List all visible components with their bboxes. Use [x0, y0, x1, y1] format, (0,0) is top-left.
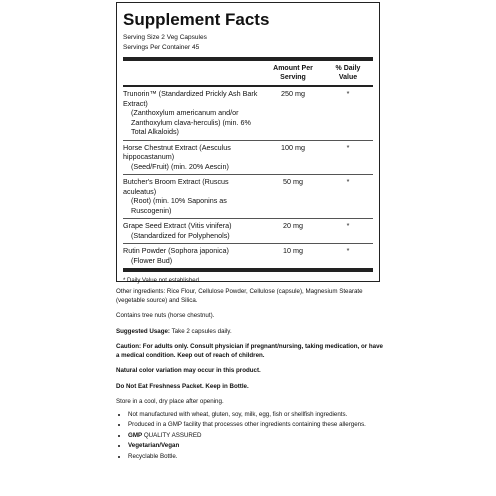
ingredient-row [123, 219, 373, 244]
list-item: • Not manufactured with wheat, gluten, soy, milk, egg, fish or shellfish ingredients. [128, 411, 386, 420]
label-text [116, 288, 386, 463]
ingredient-dv: * [346, 177, 350, 186]
amount-header: Amount Per Serving [273, 65, 313, 81]
ingredient-detail: (Flower Bud) [131, 255, 173, 265]
ingredient-name: Horse Chestnut Extract (Aesculus hippocastanum) [123, 142, 231, 161]
list-item: • GMP QUALITY ASSURED [128, 432, 386, 441]
freshness-packet-warning: Do Not Eat Freshness Packet. Keep in Bottle. [116, 382, 249, 390]
ingredient-detail: (Seed/Fruit) (min. 20% Aescin) [131, 161, 229, 171]
ingredient-dv: * [346, 142, 350, 152]
feature-list [116, 411, 386, 462]
color-variation-note: Natural color variation may occur in this product. [116, 367, 261, 374]
list-item: • Recyclable Bottle. [128, 453, 386, 462]
ingredient-detail: (Root) (min. 10% Saponins as Ruscogenin) [131, 196, 227, 215]
ingredient-amount: 100 mg [281, 142, 305, 152]
ingredient-amount: 10 mg [283, 246, 303, 255]
ingredient-row [123, 244, 373, 268]
facts-title: Supplement Facts [123, 10, 270, 29]
daily-value-header: % Daily Value [335, 65, 361, 81]
ingredient-amount: 20 mg [283, 221, 303, 230]
ingredient-detail: (Zanthoxylum americanum and/or Zanthoxylum clava-herculis) (min. 6% Total Alkaloids) [131, 108, 251, 136]
ingredient-dv: * [346, 89, 350, 98]
column-headers [123, 61, 373, 85]
ingredient-dv: * [346, 221, 350, 230]
list-item: • Vegetarian/Vegan [128, 442, 386, 451]
ingredient-amount: 50 mg [283, 177, 303, 186]
other-ingredients: Other ingredients: Rice Flour, Cellulose Powder, Cellulose (capsule), Magnesium Stearate (vegetable source) and Silica. [116, 288, 363, 304]
bottom-divider [123, 268, 373, 272]
suggested-usage-label: Suggested Usage: [116, 327, 170, 335]
suggested-usage [116, 328, 386, 337]
servings-per-container: Servings Per Container 45 [123, 44, 200, 51]
ingredient-row [123, 175, 373, 219]
serving-size: Serving Size 2 Veg Capsules [123, 34, 207, 41]
ingredient-detail: (Standardized for Polyphenols) [131, 230, 230, 240]
ingredient-row [123, 141, 373, 176]
caution-statement: Caution: For adults only. Consult physician if pregnant/nursing, taking medication, or have a medical condition. Keep out of reach of children. [116, 343, 384, 359]
ingredient-row [123, 87, 373, 141]
ingredient-rows [123, 87, 373, 268]
ingredient-amount: 250 mg [281, 89, 305, 98]
ingredient-name: Grape Seed Extract (Vitis vinifera) [123, 221, 232, 230]
allergen-statement: Contains tree nuts (horse chestnut). [116, 312, 215, 319]
ingredient-name: Trunorin™ (Standardized Prickly Ash Bark Extract) [123, 89, 258, 108]
storage-instructions: Store in a cool, dry place after opening. [116, 398, 224, 405]
ingredient-name: Rutin Powder (Sophora japonica) [123, 246, 229, 255]
supplement-facts-panel [116, 2, 380, 282]
suggested-usage-text: Take 2 capsules daily. [169, 327, 232, 335]
ingredient-dv: * [346, 246, 350, 255]
list-item: • Produced in a GMP facility that processes other ingredients containing these allergens. [128, 421, 386, 430]
daily-value-footnote: * Daily Value not established. [123, 278, 201, 284]
ingredient-name: Butcher's Broom Extract (Ruscus aculeatus) [123, 177, 229, 196]
